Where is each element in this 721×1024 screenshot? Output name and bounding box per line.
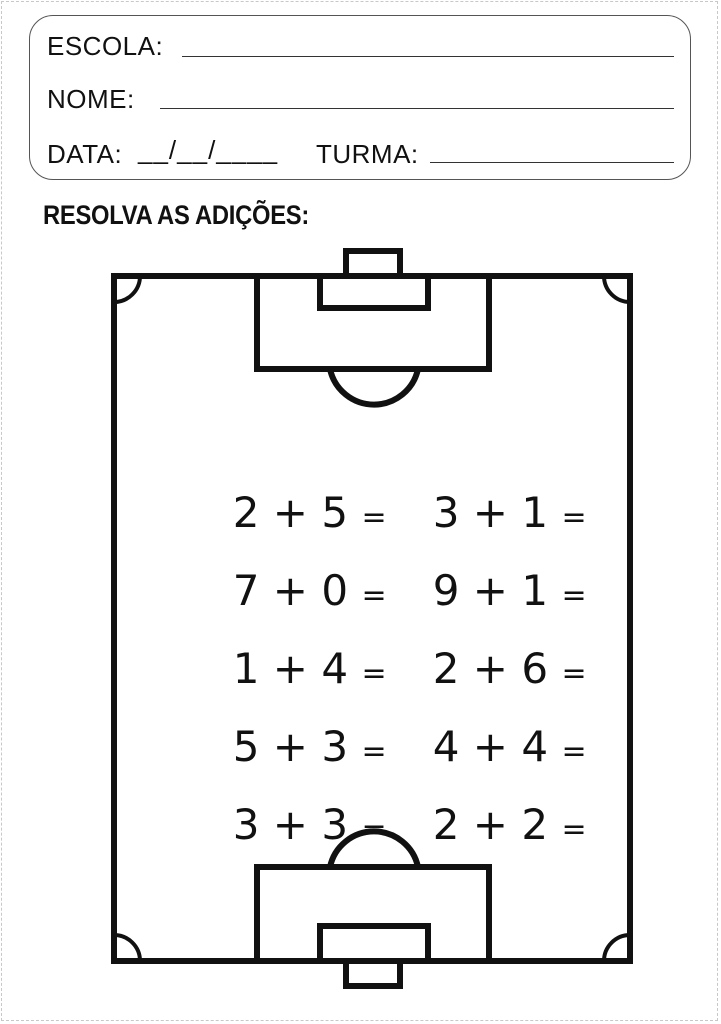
answer-slot[interactable]: =	[561, 734, 587, 769]
name-label: NOME:	[47, 84, 135, 114]
class-label: TURMA:	[316, 139, 419, 169]
answer-slot[interactable]: =	[561, 656, 587, 691]
problem-9: 3 + 3 =	[232, 800, 387, 849]
problem-1: 2 + 5 =	[232, 488, 387, 537]
school-label: ESCOLA:	[47, 31, 164, 61]
date-field[interactable]: __/__/____	[138, 135, 279, 165]
problem-6: 2 + 6 =	[432, 644, 587, 693]
top-goal	[346, 251, 400, 276]
answer-slot[interactable]: =	[361, 500, 387, 535]
answer-slot[interactable]: =	[361, 734, 387, 769]
corner-arc-top-right	[604, 276, 630, 302]
top-penalty-arc	[330, 369, 418, 405]
answer-slot[interactable]: =	[561, 812, 587, 847]
date-label: DATA:	[47, 139, 123, 169]
problem-4: 9 + 1 =	[432, 566, 587, 615]
problem-2: 3 + 1 =	[432, 488, 587, 537]
problem-7: 5 + 3 =	[232, 722, 387, 771]
problem-8: 4 + 4 =	[432, 722, 587, 771]
corner-arc-bottom-right	[604, 935, 630, 961]
corner-arc-bottom-left	[114, 935, 140, 961]
answer-slot[interactable]: =	[361, 812, 387, 847]
instruction-heading: RESOLVA AS ADIÇÕES:	[43, 200, 310, 230]
corner-arc-top-left	[114, 276, 140, 302]
top-penalty-box	[257, 276, 489, 369]
problem-5: 1 + 4 =	[232, 644, 387, 693]
problem-10: 2 + 2 =	[432, 800, 587, 849]
bottom-goal	[346, 961, 400, 986]
bottom-penalty-box	[257, 867, 489, 961]
answer-slot[interactable]: =	[361, 656, 387, 691]
answer-slot[interactable]: =	[561, 500, 587, 535]
answer-slot[interactable]: =	[361, 578, 387, 613]
answer-slot[interactable]: =	[561, 578, 587, 613]
bottom-goal-area	[320, 926, 428, 961]
top-goal-area	[320, 276, 428, 308]
problem-3: 7 + 0 =	[232, 566, 387, 615]
